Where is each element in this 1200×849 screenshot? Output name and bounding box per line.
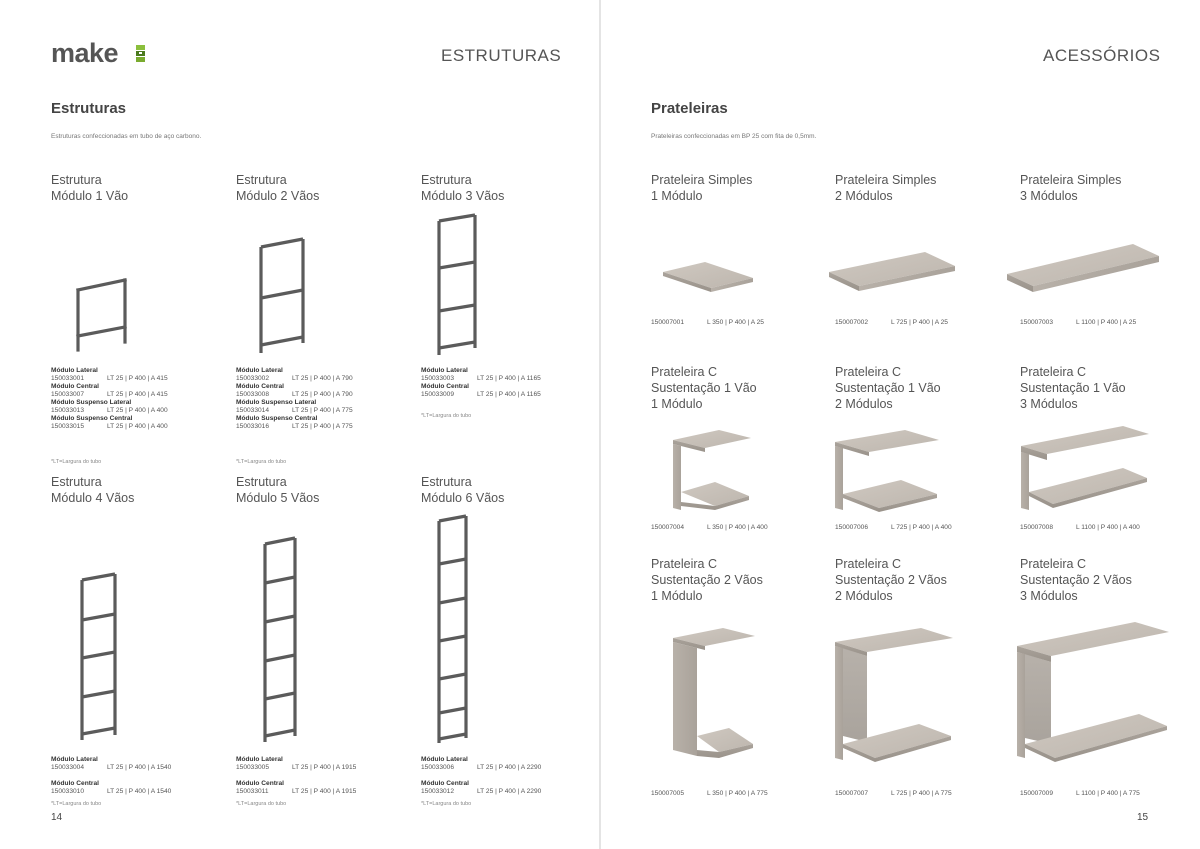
product-dimensions: LT 25 | P 400 | A 790 <box>292 375 353 382</box>
text-line: Estrutura <box>51 475 102 489</box>
product-title <box>421 172 504 204</box>
text-line: 1 Módulo <box>651 589 703 603</box>
product-dimensions: LT 25 | P 400 | A 415 <box>107 375 168 382</box>
text-line: 2 Módulos <box>835 189 893 203</box>
product-code: 150007004 <box>651 524 685 531</box>
text-line: Módulo Suspenso Lateral <box>51 399 132 406</box>
text-line: Módulo Central <box>421 780 469 787</box>
text-line: Módulo 6 Vãos <box>421 491 505 505</box>
text-line: 1 Módulo <box>651 397 703 411</box>
product-code: 150033008 <box>236 391 270 398</box>
frame-4-vaos-illustration <box>76 570 122 744</box>
product-dimensions: LT 25 | P 400 | A 1165 <box>477 375 541 382</box>
text-line: 3 Módulos <box>1020 397 1078 411</box>
footnote: *LT=Largura do tubo <box>236 801 287 807</box>
text-line: Estrutura <box>236 475 287 489</box>
product-dimensions: LT 25 | P 400 | A 400 <box>107 423 168 430</box>
product-dimensions: LT 25 | P 400 | A 1540 <box>107 788 172 795</box>
text-line: Módulo 4 Vãos <box>51 491 135 505</box>
page-number-left: 14 <box>51 812 63 823</box>
text-line: Estrutura <box>421 173 472 187</box>
text-line: Prateleira C <box>835 557 901 571</box>
spec-list <box>51 367 168 431</box>
product-code: 150033015 <box>51 423 85 430</box>
product-dimensions: LT 25 | P 400 | A 775 <box>292 423 353 430</box>
frame-2-vaos-illustration <box>254 233 310 357</box>
product-title <box>1020 364 1126 412</box>
text-line: Estrutura <box>236 173 287 187</box>
text-line: Módulo Central <box>236 780 284 787</box>
page-heading-left: Estruturas <box>51 100 127 117</box>
text-line: Sustentação 1 Vão <box>651 381 757 395</box>
spec-list <box>236 367 353 431</box>
product-code-row <box>835 319 948 327</box>
spec-list <box>236 756 356 796</box>
product-code-row <box>835 524 952 532</box>
text-line: Prateleira C <box>651 365 717 379</box>
frame-5-vaos-illustration <box>259 534 301 746</box>
text-line: Prateleira C <box>1020 557 1086 571</box>
product-dimensions: LT 25 | P 400 | A 400 <box>107 407 168 414</box>
text-line: Módulo Suspenso Lateral <box>236 399 317 406</box>
text-line: 2 Módulos <box>835 397 893 411</box>
text-line: Módulo Lateral <box>421 367 468 374</box>
product-code: 150007003 <box>1020 319 1054 326</box>
product-dimensions: L 725 | P 400 | A 400 <box>891 524 952 531</box>
product-title <box>835 556 947 604</box>
text-line: Módulo 3 Vãos <box>421 189 505 203</box>
spec-list <box>421 756 541 796</box>
page-number-right: 15 <box>1137 812 1149 823</box>
product-code: 150033010 <box>51 788 85 795</box>
product-code: 150033006 <box>421 764 455 771</box>
text-line: Módulo Lateral <box>51 367 98 374</box>
product-title <box>421 474 504 506</box>
text-line: Prateleira Simples <box>1020 173 1122 187</box>
product-title <box>835 364 941 412</box>
text-line: Prateleira Simples <box>651 173 753 187</box>
product-dimensions: L 725 | P 400 | A 775 <box>891 790 952 797</box>
section-title-right: ACESSÓRIOS <box>1043 46 1161 65</box>
text-line: Módulo 5 Vãos <box>236 491 320 505</box>
product-code: 150033009 <box>421 391 455 398</box>
product-title <box>1020 172 1121 204</box>
product-code: 150007006 <box>835 524 869 531</box>
footnote: *LT=Largura do tubo <box>421 413 472 419</box>
shelf-c-1vao-3mod-illustration <box>1019 424 1153 516</box>
spec-list <box>421 367 541 399</box>
spec-list <box>51 756 171 796</box>
text-line: Módulo Lateral <box>421 756 468 763</box>
text-line: Prateleira C <box>1020 365 1086 379</box>
product-title <box>651 364 757 412</box>
product-code-row <box>835 790 952 798</box>
product-code: 150033016 <box>236 423 270 430</box>
product-code-row <box>651 319 764 327</box>
product-dimensions: LT 25 | P 400 | A 415 <box>107 391 168 398</box>
product-code-row <box>1020 790 1140 798</box>
text-line: Sustentação 1 Vão <box>1020 381 1126 395</box>
text-line: Sustentação 2 Vãos <box>1020 573 1132 587</box>
text-line: 1 Módulo <box>651 189 703 203</box>
text-line: Módulo Lateral <box>236 756 283 763</box>
text-line: Módulo Suspenso Central <box>51 415 133 422</box>
product-dimensions: L 1100 | P 400 | A 400 <box>1076 524 1140 531</box>
product-code: 150033012 <box>421 788 455 795</box>
product-code: 150007005 <box>651 790 685 797</box>
product-code: 150007008 <box>1020 524 1054 531</box>
product-code: 150007001 <box>651 319 685 326</box>
product-code: 150033011 <box>236 788 269 795</box>
page-heading-right: Prateleiras <box>651 100 728 117</box>
text-line: Sustentação 2 Vãos <box>835 573 947 587</box>
product-code: 150007007 <box>835 790 869 797</box>
product-dimensions: LT 25 | P 400 | A 1915 <box>292 764 357 771</box>
product-code: 150033004 <box>51 764 85 771</box>
text-line: Prateleira C <box>651 557 717 571</box>
product-code-row <box>1020 319 1136 327</box>
product-dimensions: LT 25 | P 400 | A 790 <box>292 391 353 398</box>
product-dimensions: L 725 | P 400 | A 25 <box>891 319 948 326</box>
text-line: Módulo Central <box>421 383 469 390</box>
brand-logo: make <box>51 38 119 68</box>
product-title <box>236 172 319 204</box>
shelf-c-2vaos-2mod-illustration <box>833 626 957 764</box>
product-code: 150007002 <box>835 319 869 326</box>
product-dimensions: LT 25 | P 400 | A 1915 <box>292 788 357 795</box>
product-title <box>236 474 319 506</box>
footnote: *LT=Largura do tubo <box>236 459 287 465</box>
product-code: 150033002 <box>236 375 270 382</box>
product-code: 150033014 <box>236 407 270 414</box>
footnote: *LT=Largura do tubo <box>51 801 102 807</box>
text-line: Estrutura <box>421 475 472 489</box>
text-line: Módulo Central <box>51 780 99 787</box>
product-dimensions: LT 25 | P 400 | A 775 <box>292 407 353 414</box>
intro-right: Prateleiras confeccionadas em BP 25 com fita de 0,5mm. <box>651 133 817 140</box>
section-title-left: ESTRUTURAS <box>441 46 562 65</box>
product-code: 150033005 <box>236 764 270 771</box>
text-line: Módulo Lateral <box>236 367 283 374</box>
footnote: *LT=Largura do tubo <box>421 801 472 807</box>
product-code: 150033007 <box>51 391 85 398</box>
frame-1-vao-illustration <box>70 272 134 356</box>
product-title <box>51 474 134 506</box>
shelf-c-2vaos-3mod-illustration <box>1015 620 1171 764</box>
product-title <box>651 172 752 204</box>
text-line: Módulo Lateral <box>51 756 98 763</box>
product-code: 150033013 <box>51 407 85 414</box>
text-line: Sustentação 1 Vão <box>835 381 941 395</box>
text-line: Módulo Central <box>51 383 99 390</box>
shelf-simple-3-illustration <box>1005 242 1161 298</box>
text-line: Prateleira C <box>835 365 901 379</box>
product-code: 150007009 <box>1020 790 1054 797</box>
text-line: 3 Módulos <box>1020 189 1078 203</box>
product-code-row <box>1020 524 1140 532</box>
product-dimensions: L 350 | P 400 | A 25 <box>707 319 764 326</box>
product-code-row <box>651 524 768 532</box>
product-dimensions: L 1100 | P 400 | A 25 <box>1076 319 1137 326</box>
shelf-c-2vaos-1mod-illustration <box>671 626 757 764</box>
product-dimensions: LT 25 | P 400 | A 1540 <box>107 764 172 771</box>
brand-logo-icon <box>136 45 145 62</box>
product-dimensions: LT 25 | P 400 | A 1165 <box>477 391 541 398</box>
right-page <box>601 0 1200 849</box>
product-title <box>51 172 128 204</box>
text-line: Prateleira Simples <box>835 173 937 187</box>
product-dimensions: L 1100 | P 400 | A 775 <box>1076 790 1140 797</box>
text-line: Sustentação 2 Vãos <box>651 573 763 587</box>
text-line: 3 Módulos <box>1020 589 1078 603</box>
frame-3-vaos-illustration <box>432 211 484 359</box>
product-dimensions: L 350 | P 400 | A 775 <box>707 790 768 797</box>
product-dimensions: L 350 | P 400 | A 400 <box>707 524 768 531</box>
intro-left: Estruturas confeccionadas em tubo de aço carbono. <box>51 133 202 140</box>
text-line: Módulo 1 Vão <box>51 189 129 203</box>
frame-6-vaos-illustration <box>433 513 473 747</box>
footnote: *LT=Largura do tubo <box>51 459 102 465</box>
product-code-row <box>651 790 768 798</box>
shelf-c-1vao-1mod-illustration <box>671 428 753 516</box>
text-line: Estrutura <box>51 173 102 187</box>
product-title <box>651 556 763 604</box>
shelf-simple-1-illustration <box>661 260 755 294</box>
shelf-c-1vao-2mod-illustration <box>833 428 943 516</box>
text-line: Módulo 2 Vãos <box>236 189 320 203</box>
shelf-simple-2-illustration <box>827 250 957 294</box>
product-dimensions: LT 25 | P 400 | A 2290 <box>477 788 542 795</box>
text-line: Módulo Central <box>236 383 284 390</box>
product-title <box>835 172 936 204</box>
product-title <box>1020 556 1132 604</box>
product-code: 150033003 <box>421 375 455 382</box>
product-dimensions: LT 25 | P 400 | A 2290 <box>477 764 542 771</box>
product-code: 150033001 <box>51 375 85 382</box>
text-line: Módulo Suspenso Central <box>236 415 318 422</box>
text-line: 2 Módulos <box>835 589 893 603</box>
